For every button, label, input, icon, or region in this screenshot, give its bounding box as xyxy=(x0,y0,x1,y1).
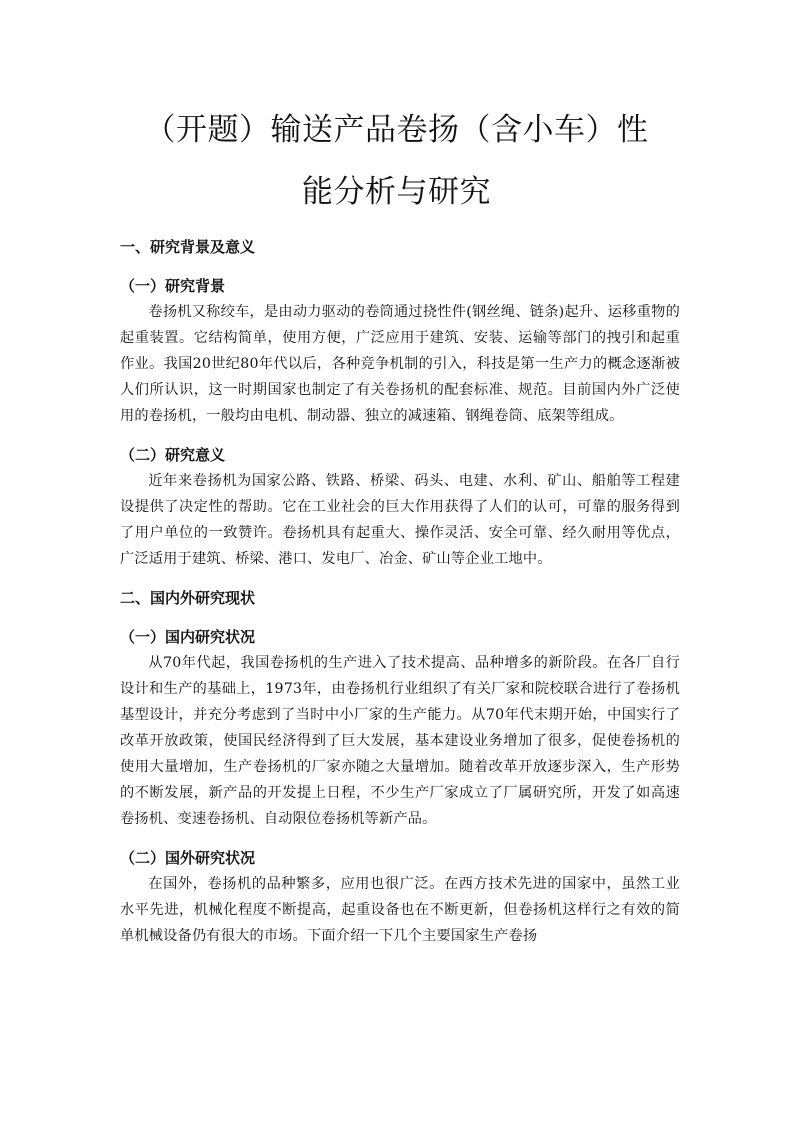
subsection-heading-foreign: （二）国外研究状况 xyxy=(120,849,256,867)
document-title-line-2: 能分析与研究 xyxy=(302,174,491,210)
paragraph-foreign: 在国外，卷扬机的品种繁多，应用也很广泛。在西方技术先进的国家中，虽然工业水平先进，机械化程度不断提高，起重设备也在不断更新，但卷扬机这样行之有效的简单机械设备仍有很大的市场。下面介绍一下几个主要国家生产卷扬 xyxy=(120,876,680,944)
document-body xyxy=(120,234,680,962)
document-title-line-1: （开题）输送产品卷扬（含小车）性 xyxy=(144,112,649,148)
section-heading-research-status: 二、国内外研究现状 xyxy=(120,589,256,607)
subsection-heading-significance: （二）研究意义 xyxy=(120,446,226,464)
paragraph-domestic: 从70年代起，我国卷扬机的生产进入了技术提高、品种增多的新阶段。在各厂自行设计和生产的基础上，1973年，由卷扬机行业组织了有关厂家和院校联合进行了卷扬机基型设计，并充分考虑到了当时中小厂家的生产能力。从70年代末期开始，中国实行了改革开放政策，使国民经济得到了巨大发展，基本建设业务增加了很多，促使卷扬机的使用大量增加，生产卷扬机的厂家亦随之大量增加。随着改革开放逐步深入，生产形势的不断发展，新产品的开发提上日程，不少生产厂家成立了厂属研究所，开发了如高速卷扬机、变速卷扬机、自动限位卷扬机等新产品。 xyxy=(120,655,680,827)
subsection-heading-background: （一）研究背景 xyxy=(120,277,226,295)
section-heading-background: 一、研究背景及意义 xyxy=(120,238,256,256)
paragraph-significance: 近年来卷扬机为国家公路、铁路、桥梁、码头、电建、水利、矿山、船舶等工程建设提供了决定性的帮助。它在工业社会的巨大作用获得了人们的认可，可靠的服务得到了用户单位的一致赞许。卷扬机具有起重大、操作灵活、安全可靠、经久耐用等优点，广泛适用于建筑、桥梁、港口、发电厂、冶金、矿山等企业工地中。 xyxy=(120,473,680,567)
paragraph-background: 卷扬机又称绞车，是由动力驱动的卷筒通过挠性件(钢丝绳、链条)起升、运移重物的起重装置。它结构简单，使用方便，广泛应用于建筑、安装、运输等部门的拽引和起重作业。我国20世纪80年代以后，各种竞争机制的引入，科技是第一生产力的概念逐渐被人们所认识，这一时期国家也制定了有关卷扬机的配套标准、规范。目前国内外广泛使用的卷扬机，一般均由电机、制动器、独立的减速箱、钢绳卷筒、底架等组成。 xyxy=(120,304,680,424)
subsection-heading-domestic: （一）国内研究状况 xyxy=(120,628,256,646)
